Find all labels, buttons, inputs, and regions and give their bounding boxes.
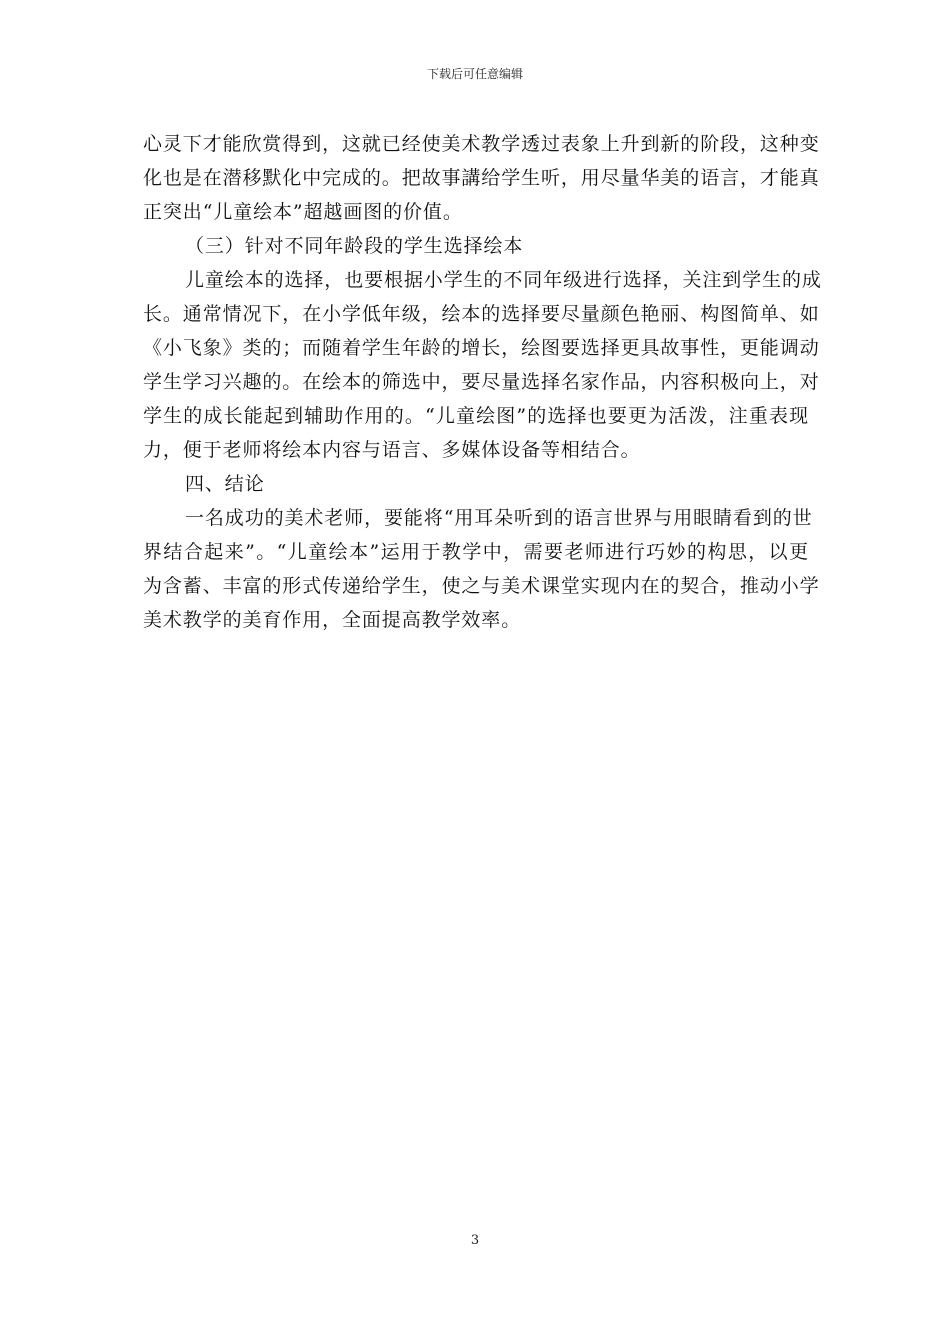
document-body — [143, 127, 822, 637]
text-line: 美术教学的美育作用，全面提高教学效率。 — [143, 609, 522, 631]
text-line: 学生学习兴趣的。在绘本的筛选中，要尽量选择名家作品，内容积极向上，对 — [143, 371, 820, 393]
paragraph-picture-book-selection — [143, 263, 822, 467]
text-line: 正突出“儿童绘本”超越画图的价值。 — [143, 201, 463, 223]
text-line: 化也是在潜移默化中完成的。把故事講给学生听，用尽量华美的语言，才能真 — [143, 167, 820, 189]
text-line: 心灵下才能欣赏得到，这就已经使美术教学透过表象上升到新的阶段，这种变 — [143, 133, 820, 155]
paragraph-conclusion — [143, 501, 820, 637]
text-line: 《小飞象》类的；而随着学生年龄的增长，绘图要选择更具故事性，更能调动 — [143, 337, 820, 359]
text-line: 一名成功的美术老师，要能将“用耳朵听到的语言世界与用眼睛看到的世 — [185, 507, 813, 529]
section-heading-age-groups: （三）针对不同年龄段的学生选择绘本 — [185, 235, 524, 257]
text-line: 长。通常情况下，在小学低年级，绘本的选择要尽量颜色艳丽、构图简单、如 — [143, 303, 820, 325]
text-line: 力，便于老师将绘本内容与语言、多媒体设备等相结合。 — [143, 439, 641, 461]
text-line: 为含蓄、丰富的形式传递给学生，使之与美术课堂实现内在的契合，推动小学 — [143, 575, 820, 597]
text-line: 学生的成长能起到辅助作用的。“儿童绘图”的选择也要更为活泼，注重表现 — [143, 405, 809, 427]
page-number: 3 — [470, 1233, 480, 1248]
paragraph-continuation — [143, 127, 820, 229]
page-header: 下载后可任意编辑 — [426, 67, 523, 81]
section-heading-conclusion: 四、结论 — [185, 473, 265, 495]
text-line: 儿童绘本的选择，也要根据小学生的不同年级进行选择，关注到学生的成 — [185, 269, 822, 291]
text-line: 界结合起来”。“儿童绘本”运用于教学中，需要老师进行巧妙的构思，以更 — [143, 541, 809, 563]
